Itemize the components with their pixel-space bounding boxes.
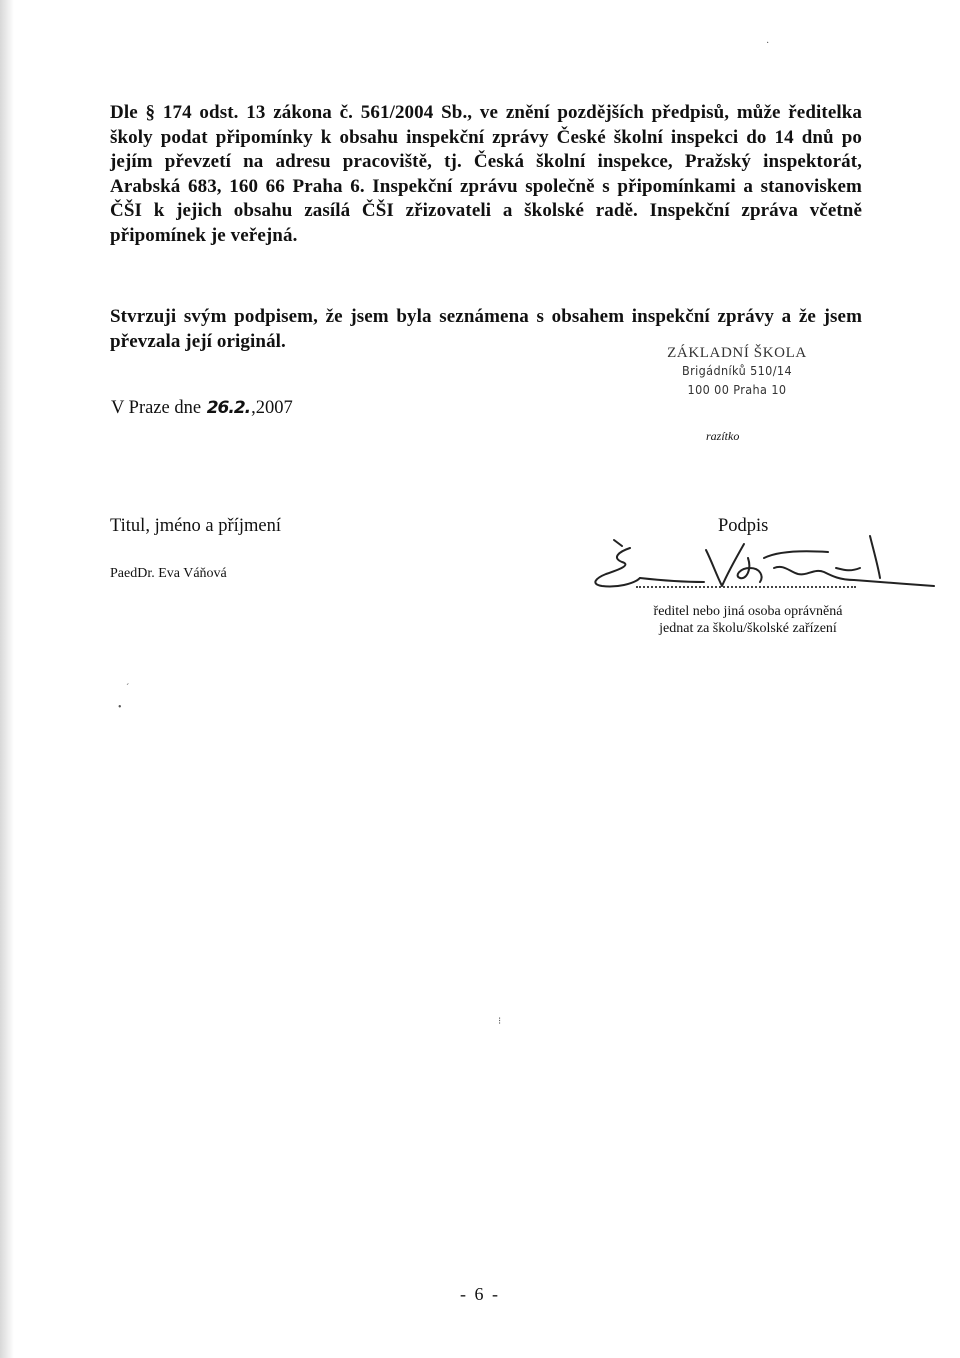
date-year: ,2007 — [251, 398, 293, 418]
scan-speck: · — [766, 38, 770, 49]
school-stamp — [632, 345, 842, 398]
signature-label: Podpis — [718, 516, 769, 536]
signer-name: PaedDr. Eva Váňová — [110, 566, 227, 581]
handwritten-date: 26.2. — [206, 398, 251, 418]
appeal-rights-paragraph: Dle § 174 odst. 13 zákona č. 561/2004 Sb., ve znění pozdějších předpisů, může ředitelka školy podat připomínky k obsahu inspekční zprávy České školní inspekci do 14 dnů po jejím převzetí na adresu pracoviště, tj. Česká školní inspekce, Pražský inspektorát, Arabská 683, 160 66 Praha 6. Inspekční zprávu společně s připomínkami a stanoviskem ČŠI k jejich obsahu zasílá ČŠI zřizovateli a školské radě. Inspekční zpráva včetně připomínek je veřejná. — [110, 102, 862, 246]
title-name-label: Titul, jméno a příjmení — [110, 516, 281, 536]
scan-speck: ⁝ — [498, 1016, 502, 1027]
role-line-2: jednat za školu/školské zařízení — [659, 621, 837, 636]
stamp-street: Brigádníků 510/14 — [681, 363, 793, 378]
role-line-1: ředitel nebo jiná osoba oprávněná — [653, 604, 843, 619]
page-number: - 6 - — [460, 1284, 500, 1304]
stamp-label: razítko — [706, 429, 740, 443]
signer-role — [600, 603, 896, 637]
date-prefix: V Praze dne — [111, 398, 202, 418]
handwritten-signature — [578, 528, 938, 608]
scan-speck: ´ — [126, 683, 130, 694]
stamp-school-name: ZÁKLADNÍ ŠKOLA — [667, 345, 807, 361]
acknowledgement-paragraph: Stvrzuji svým podpisem, že jsem byla seznámena s obsahem inspekční zprávy a že jsem převzala její originál. — [110, 306, 862, 352]
date-line — [111, 398, 293, 419]
scan-speck: • — [118, 702, 122, 713]
stamp-city: 100 00 Praha 10 — [687, 382, 787, 397]
scan-edge-shadow — [0, 0, 14, 1358]
